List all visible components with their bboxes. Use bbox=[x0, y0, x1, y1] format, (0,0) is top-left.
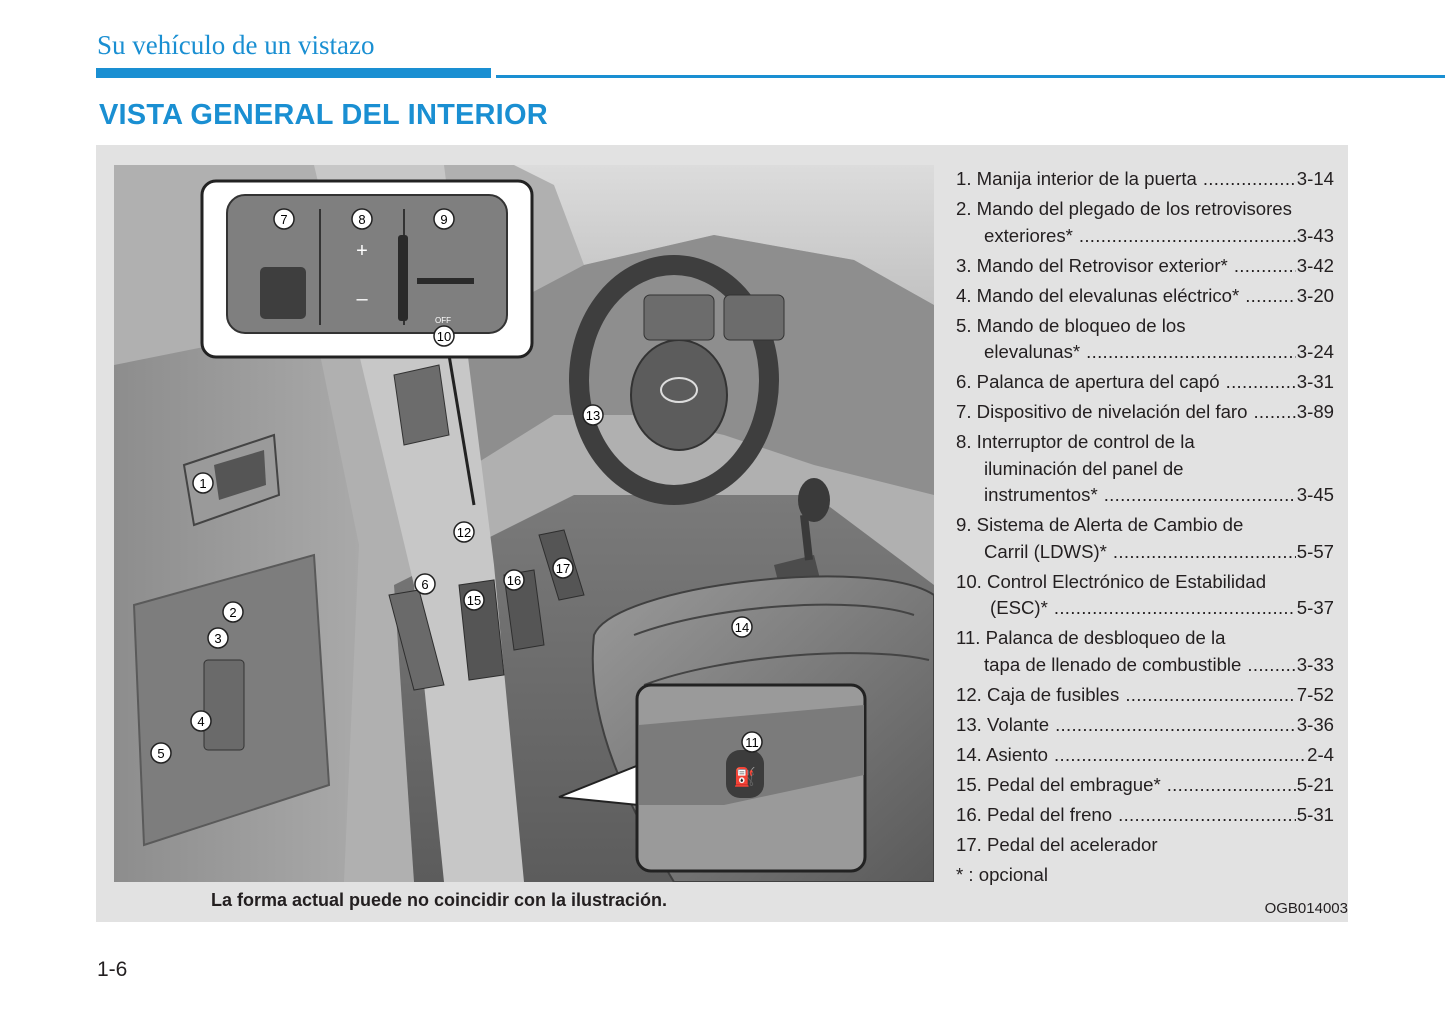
legend-item bbox=[956, 429, 1334, 509]
callout-9 bbox=[434, 209, 454, 229]
legend-page-ref: 3-24 bbox=[1296, 341, 1334, 362]
legend-item-text: 17. Pedal del acelerador bbox=[956, 833, 1158, 855]
legend-item-text: 11. Palanca de desbloqueo de la bbox=[956, 627, 1226, 648]
legend-item bbox=[956, 742, 1334, 769]
legend-item-text: 7. Dispositivo de nivelación del faro bbox=[956, 401, 1248, 422]
legend-item-text: Carril (LDWS)* bbox=[984, 540, 1107, 562]
legend-item bbox=[956, 283, 1334, 310]
legend-item bbox=[956, 772, 1334, 799]
gear-lever bbox=[804, 515, 809, 560]
legend-page-ref: 5-57 bbox=[1296, 540, 1334, 562]
page-heading: VISTA GENERAL DEL INTERIOR bbox=[99, 99, 548, 131]
callout-8-label: 8 bbox=[358, 212, 366, 227]
legend-page-ref: 3-36 bbox=[1296, 713, 1334, 735]
legend-page-ref: 3-89 bbox=[1296, 401, 1334, 422]
callout-12 bbox=[454, 522, 474, 542]
callout-10-label: 10 bbox=[436, 329, 452, 344]
legend-page-ref: 3-33 bbox=[1296, 653, 1334, 675]
callout-7-label: 7 bbox=[280, 212, 288, 227]
callout-15-label: 15 bbox=[466, 593, 482, 608]
legend-item bbox=[956, 682, 1334, 709]
legend-item-text: 8. Interruptor de control de la bbox=[956, 431, 1195, 452]
center-vent-right bbox=[724, 295, 784, 340]
dimmer-plus-label: + bbox=[356, 240, 368, 262]
legend-item-text: 2. Mando del plegado de los retrovisores bbox=[956, 198, 1292, 219]
legend-item bbox=[956, 802, 1334, 829]
legend-item bbox=[956, 832, 1334, 859]
callout-5 bbox=[151, 743, 171, 763]
legend-page-ref: 3-42 bbox=[1296, 254, 1334, 276]
callout-6-label: 6 bbox=[421, 577, 429, 592]
steering-wheel-hub bbox=[631, 340, 727, 450]
legend-item-text: 13. Volante bbox=[956, 713, 1050, 735]
window-switch-cluster bbox=[204, 660, 244, 750]
legend-item-text: 5. Mando de bloqueo de los bbox=[956, 314, 1186, 336]
legend-page-ref: 5-21 bbox=[1296, 773, 1334, 795]
callout-11-label: 11 bbox=[745, 735, 759, 750]
legend-item bbox=[956, 196, 1334, 249]
legend-page-ref: 2-4 bbox=[1307, 743, 1334, 765]
legend-item bbox=[956, 369, 1334, 396]
legend-item bbox=[956, 166, 1334, 193]
callout-5-label: 5 bbox=[157, 746, 165, 761]
figure-code: OGB014003 bbox=[1264, 900, 1348, 917]
fuel-pump-icon: ⛽ bbox=[733, 767, 757, 787]
callout-3-label: 3 bbox=[214, 631, 222, 646]
callout-17-label: 17 bbox=[555, 561, 571, 576]
center-slot bbox=[398, 235, 408, 321]
callout-16 bbox=[504, 570, 524, 590]
header-rule-thin bbox=[496, 75, 1445, 78]
figure-caption: La forma actual puede no coincidir con la ilustración. bbox=[210, 890, 668, 910]
headlamp-leveling-wheel bbox=[260, 267, 306, 319]
callout-14-label: 14 bbox=[734, 620, 750, 635]
legend-list bbox=[956, 166, 1334, 888]
callout-14 bbox=[732, 617, 752, 637]
legend-item-text: 3. Mando del Retrovisor exterior* bbox=[956, 254, 1228, 276]
header-rule-thick bbox=[96, 68, 491, 78]
legend-item-text: 9. Sistema de Alerta de Cambio de bbox=[956, 514, 1244, 535]
callout-8 bbox=[352, 209, 372, 229]
legend-item-text: 16. Pedal del freno bbox=[956, 803, 1113, 825]
legend-item bbox=[956, 253, 1334, 280]
legend-page-ref: 3-20 bbox=[1296, 284, 1334, 306]
interior-illustration bbox=[114, 165, 934, 882]
callout-15 bbox=[464, 590, 484, 610]
legend-item bbox=[956, 313, 1334, 366]
legend-item-text: (ESC)* bbox=[990, 597, 1048, 618]
callout-4-label: 4 bbox=[197, 714, 205, 729]
callout-13 bbox=[583, 405, 603, 425]
legend-item bbox=[956, 625, 1334, 678]
legend-page-ref: 5-37 bbox=[1296, 597, 1334, 618]
interior-drawing bbox=[114, 165, 934, 882]
callout-6 bbox=[415, 574, 435, 594]
callout-12-label: 12 bbox=[456, 525, 472, 540]
callout-16-label: 16 bbox=[506, 573, 522, 588]
legend-page-ref: 5-31 bbox=[1296, 803, 1334, 825]
legend-item-text: 12. Caja de fusibles bbox=[956, 683, 1120, 705]
legend-page-ref: 7-52 bbox=[1296, 683, 1334, 705]
legend-page-ref: 3-45 bbox=[1296, 484, 1334, 505]
legend-item-text: tapa de llenado de combustible bbox=[984, 653, 1242, 675]
legend-item bbox=[956, 399, 1334, 426]
callout-1 bbox=[193, 473, 213, 493]
legend-item bbox=[956, 569, 1334, 622]
callout-2 bbox=[223, 602, 243, 622]
legend-item-text: elevalunas* bbox=[984, 341, 1081, 362]
section-title: Su vehículo de un vistazo bbox=[97, 30, 375, 60]
callout-10 bbox=[434, 326, 454, 346]
legend-item-text: 1. Manija interior de la puerta bbox=[956, 168, 1197, 189]
legend-item-text: exteriores* bbox=[984, 224, 1073, 246]
legend-page-ref: 3-43 bbox=[1296, 224, 1334, 246]
callout-11 bbox=[742, 732, 762, 752]
legend-item-text: instrumentos* bbox=[984, 484, 1098, 505]
legend-item-text: 10. Control Electrónico de Estabilidad bbox=[956, 570, 1267, 592]
callout-13-label: 13 bbox=[585, 408, 601, 423]
page-number: 1-6 bbox=[97, 958, 128, 981]
legend-item-text: 6. Palanca de apertura del capó bbox=[956, 371, 1220, 392]
callout-3 bbox=[208, 628, 228, 648]
callout-4 bbox=[191, 711, 211, 731]
callout-1-label: 1 bbox=[199, 476, 207, 491]
center-vent-left bbox=[644, 295, 714, 340]
legend-item-text: 4. Mando del elevalunas eléctrico* bbox=[956, 284, 1240, 306]
legend-page-ref: 3-31 bbox=[1296, 371, 1334, 392]
legend-item bbox=[956, 512, 1334, 565]
legend-item bbox=[956, 712, 1334, 739]
legend-item-text: iluminación del panel de bbox=[984, 457, 1184, 479]
callout-17 bbox=[553, 558, 573, 578]
legend-note: * : opcional bbox=[956, 863, 1048, 885]
esc-off-label: OFF bbox=[435, 316, 451, 325]
callout-9-label: 9 bbox=[440, 212, 448, 227]
legend-page-ref: 3-14 bbox=[1296, 168, 1334, 189]
legend-item-text: 15. Pedal del embrague* bbox=[956, 773, 1161, 795]
dimmer-minus-label: – bbox=[356, 288, 368, 310]
legend-item-text: 14. Asiento bbox=[956, 743, 1049, 765]
side-vent bbox=[394, 365, 449, 445]
callout-7 bbox=[274, 209, 294, 229]
callout-2-label: 2 bbox=[229, 605, 237, 620]
